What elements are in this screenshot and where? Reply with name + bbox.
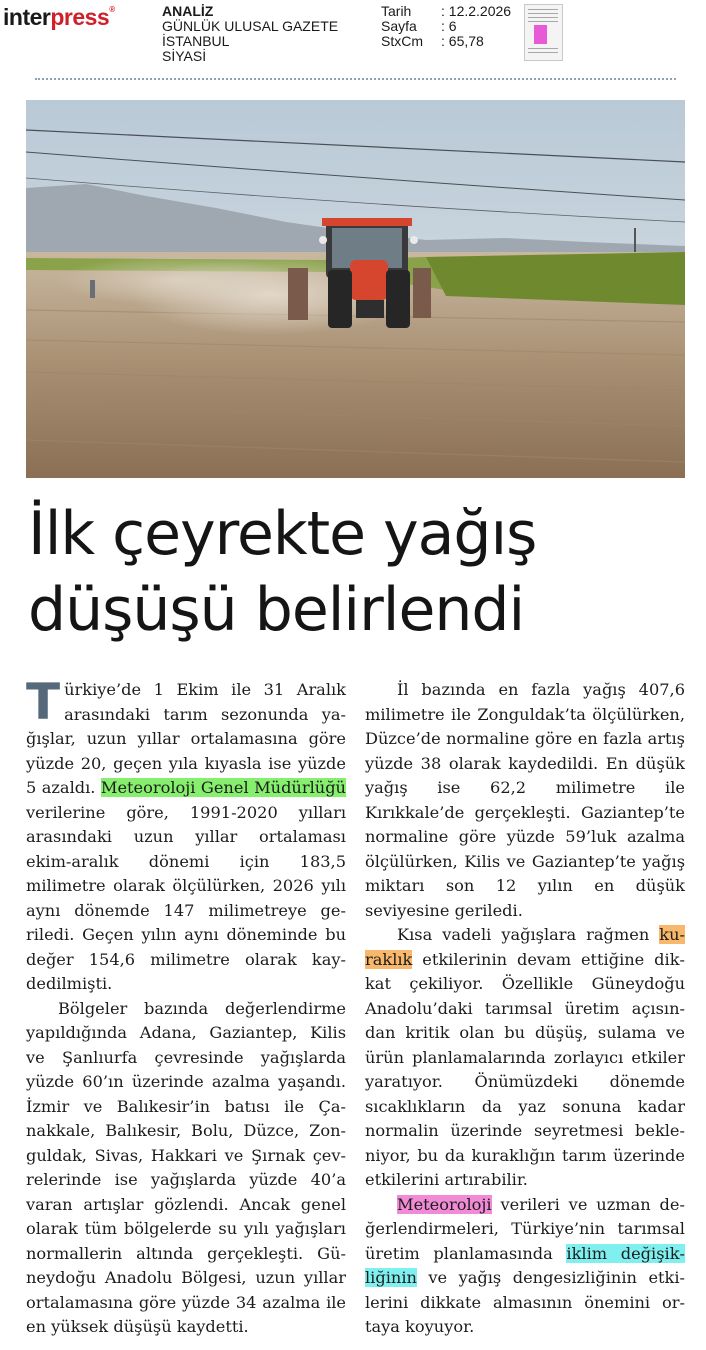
headline-line: düşüşü belirlendi	[28, 575, 525, 645]
tractor-field-photo	[26, 100, 685, 478]
meta-row-stxcm	[381, 34, 511, 49]
drop-cap: T	[26, 673, 61, 731]
logo-text-press: press	[50, 4, 110, 30]
meta-value: 65,78	[448, 33, 484, 49]
meta-key: StxCm	[381, 33, 423, 49]
meta-value: 12.2.2026	[448, 3, 512, 19]
publication-type: GÜNLÜK ULUSAL GAZETE	[162, 18, 339, 34]
paragraph	[365, 923, 685, 1193]
highlight-term: Meteoroloji Genel Müdürlüğü	[100, 778, 346, 797]
highlight-term: kuraklık	[365, 925, 685, 969]
meta-value: 6	[448, 18, 457, 34]
paragraph: Bölgeler bazında değerlendirme yapıldığında Adana, Gaziantep, Kilis ve Şanlıurfa çevresinde yağışlarda yüzde 60’ın üzerinde azalma yaşandı. İzmir ve Balıkesir’in batısı ile Çanakkale, Balıkesir, Bolu, Düzce, Zonguldak, Sivas, Hakkari ve Şırnak çevrelerinde ise yağışlarda yüzde 40’a varan artışlar gözlendi. Ancak genel olarak tüm bölgelerde su yılı yağışları normallerin altında gerçekleşti. Güneydoğu Anadolu Bölgesi, uzun yıllar ortalamasına göre yüzde 34 azalma ile en yüksek düşüşü kaydetti.	[26, 998, 346, 1336]
thumb-line	[528, 13, 558, 14]
text-run: ve yağış dengesizliğinin etkilerini dikkate almasının önemini ortaya koyuyor.	[365, 1268, 685, 1336]
highlight-term: iklim değişikliğinin	[365, 1243, 685, 1287]
header-divider	[35, 78, 676, 80]
meta-sep: :	[441, 33, 449, 49]
meta-row-page	[381, 19, 511, 34]
page-thumbnail-icon[interactable]	[524, 4, 563, 61]
interpress-logo	[3, 6, 115, 29]
article-column-right	[365, 678, 685, 1340]
meta-key: Tarih	[381, 3, 412, 19]
headline-line: İlk çeyrekte yağış	[28, 499, 537, 569]
registered-mark: ®	[109, 5, 115, 14]
category-label: ANALİZ	[162, 3, 214, 19]
paragraph	[26, 673, 346, 997]
meta-row-date	[381, 4, 511, 19]
section-label: SİYASİ	[162, 48, 207, 64]
text-run: Kısa vadeli yağışlara rağmen	[397, 925, 660, 944]
article-column-left	[26, 673, 346, 1340]
paragraph: İl bazında en fazla yağış 407,6 milimetre ile Zonguldak’ta ölçülürken, Düzce’de normaline göre en fazla artış yüzde 38 olarak kaydedildi. En düşük yağış ise 62,2 milimetre ile Kırıkkale’de gerçekleşti. Gaziantep’te normaline göre yüzde 59’luk azalma ölçülürken, Kilis ve Gaziantep’te yağış miktarı son 12 yılın en düşük seviyesine geriledi.	[365, 680, 685, 920]
thumb-line	[528, 52, 558, 53]
thumb-line	[528, 48, 558, 49]
thumb-line	[528, 17, 558, 18]
city-label: İSTANBUL	[162, 33, 230, 49]
text-run: verilerine göre, 1991-2020 yılları arasındaki uzun yıllar ortalaması ekim-aralık dönemi için 183,5 milimetre olarak ölçülürken, 2026 yılı aynı dönemde 147 milimetreye geriledi. Geçen yılın aynı döneminde bu değer 154,6 milimetre olarak kaydedilmişti.	[26, 802, 346, 993]
meta-sep: :	[441, 18, 449, 34]
clipping-meta	[381, 4, 511, 49]
text-run: ürkiye’de 1 Ekim ile 31 Aralık arasındaki tarım sezonunda yağışlar, uzun yıllar ortalamasına göre yüzde 20, geçen yıla kıyasla ise yüzde 5 azaldı.	[26, 680, 346, 797]
thumb-line	[528, 21, 558, 22]
meta-sep: :	[441, 3, 449, 19]
paragraph	[365, 1193, 685, 1340]
logo-text-inter: inter	[3, 4, 51, 30]
thumb-highlight	[534, 25, 547, 44]
thumb-line	[528, 9, 558, 10]
publication-info	[162, 4, 338, 64]
text-run: etkilerinin devam ettiğine dikkat çekiliyor. Özellikle Güneydoğu Anadolu’daki tarımsal üretim açısından kritik olan bu düşüş, sulama ve ürün planlamalarında zorlayıcı etkiler yaratıyor. Önümüzdeki dönemde sıcaklıkların da yaz sonuna kadar normalin üzerinde seyretmesi bekleniyor, bu da kuraklığın tarım üzerinde etkilerini artırabilir.	[365, 949, 685, 1189]
article-headline	[28, 496, 688, 648]
meta-key: Sayfa	[381, 18, 417, 34]
highlight-term: Meteoroloji	[397, 1194, 492, 1214]
text-run: verileri ve uzman değerlendirmeleri, Türkiye’nin tarımsal üretim planlamasında	[365, 1194, 685, 1263]
